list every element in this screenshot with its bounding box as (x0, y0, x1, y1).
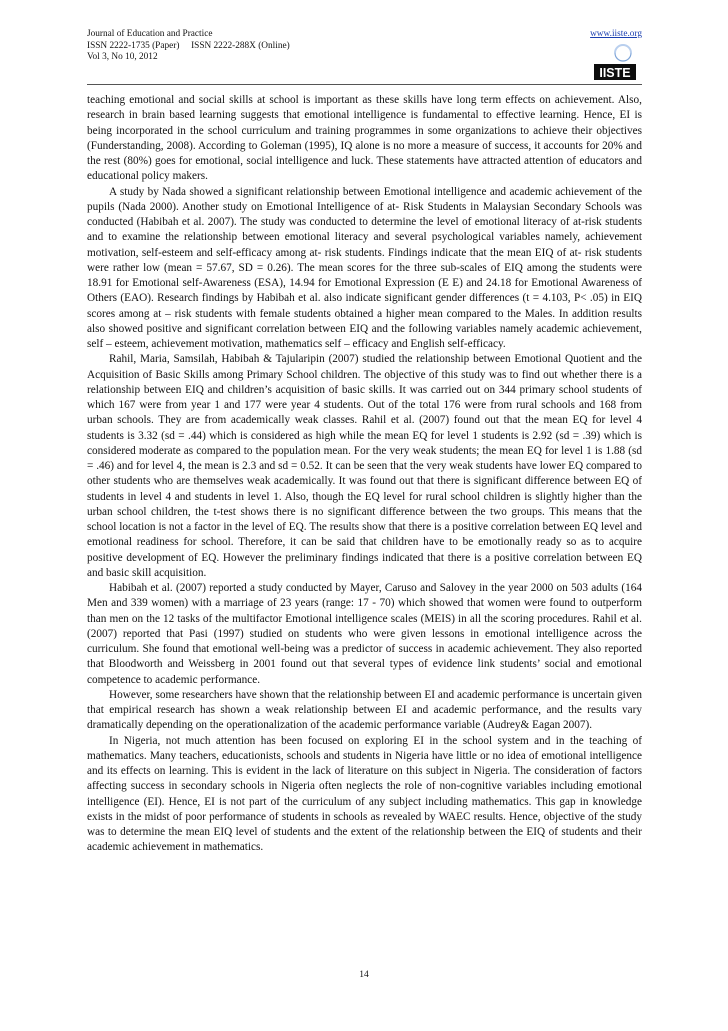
paragraph: Habibah et al. (2007) reported a study conducted by Mayer, Caruso and Salovey in the year 2000 on 503 adults (164 Men and 339 women) with a marriage of 23 years (range: 17 - 70) which showed that women were found to outperform than men on the 12 tasks of the multifactor Emotional intelligence scales (MEIS) in all the scoring procedures. Rahil et al. (2007) reported that Pasi (1997) studied on students who were given lessons in emotional intelligence across the curriculum. She found that emotional well-being was a predictor of success in academic achievement. They also reported that Bloodworth and Weissberg in 2001 found out that several types of evidence link students’ social and emotional competence to academic performance. (87, 582, 642, 686)
issn-line: ISSN 2222-1735 (Paper) ISSN 2222-288X (Online) (87, 40, 290, 51)
body-text (87, 93, 642, 856)
iiste-logo (592, 44, 638, 82)
paragraph: teaching emotional and social skills at school is important as these skills have long term effects on achievement. Also, research in brain based learning suggests that emotional intelligence is fundamental to effective learning. Hence, EI is being incorporated in the school curriculum and training programmes in some organizations to achieve their objectives (Funderstanding, 2008). According to Goleman (1995), IQ alone is no more a measure of success, it accounts for 20% and the rest (80%) goes for emotional, social intelligence and luck. These statements have attracted attention of educators and educational policy makers. (87, 94, 642, 183)
journal-name: Journal of Education and Practice (87, 29, 213, 39)
paragraph: In Nigeria, not much attention has been focused on exploring EI in the school system and in the teaching of mathematics. Many teachers, educationists, schools and students in Nigeria have little or no idea of emotional intelligence and its effects on learning. This is evident in the lack of literature on this subject in Nigeria. The consideration of factors affecting success in secondary schools in Nigeria often neglects the role of non-cognitive variables including emotional intelligence (EI). Hence, EI is not part of the curriculum of any subject including mathematics. This gap in knowledge exists in the midst of poor performance of students in schools as revealed by WAEC results. Hence, objective of the study was to determine the mean EIQ level of students and the extent of the relationship between the EIQ of students and their academic achievement in mathematics. (87, 734, 642, 854)
paragraph: A study by Nada showed a significant relationship between Emotional intelligence and academic achievement of the pupils (Nada 2000). Another study on Emotional Intelligence of at- Risk Students in Malaysian Secondary Schools was conducted (Habibah et al. 2007). The study was conducted to determine the level of emotional literacy of at-risk students and to examine the relationship between emotional literacy and several psychological variables namely, achievement motivation, self-esteem and self-efficacy among at- risk students. Findings indicate that the mean EIQ of at- risk students were rather low (mean = 57.67, SD = 0.26). The mean scores for the three sub-scales of EIQ among the students were 18.91 for Emotional self-Awareness (ESA), 14.94 for Emotional Expression (E E) and 24.18 for Emotional Awareness of Others (EAO). Research findings by Habibah et al. also indicate significant gender differences (t = 4.103, P< .05) in EIQ scores among at – risk students with female students obtained a higher mean compared to the Males. In addition results also showed positive and significant correlation between EIQ and the following variables namely academic achievement, self – esteem, achievement motivation, mathematics self – efficacy and English self-efficacy. (87, 185, 642, 350)
running-header (87, 29, 642, 81)
journal-info (87, 29, 290, 64)
svg-text:IISTE: IISTE (599, 66, 631, 80)
paragraph: However, some researchers have shown that the relationship between EI and academic performance is uncertain given that empirical research has shown a weak relationship between EI and academic performance, and the results vary dramatically depending on the operationalization of the academic performance variable (Audrey& Eagan 2007). (87, 688, 642, 732)
page-number: 14 (359, 970, 369, 980)
volume-line: Vol 3, No 10, 2012 (87, 52, 158, 62)
paragraph: Rahil, Maria, Samsilah, Habibah & Tajularipin (2007) studied the relationship between Emotional Quotient and the Acquisition of Basic Skills among Primary School children. The objective of this study was to find out whether there is a relationship between EIQ and children’s acquisition of basic skills. It was carried out on 344 primary school students of which 167 were from year 1 and 177 were year 4 students. Out of the total 176 were from rural schools and 168 from urban schools. They are from academically weak classes. Rahil et al. (2007) found out that the mean EQ for level 4 students is 3.32 (sd = .44) which is considered as high while the mean EQ for level 1 students is 2.92 (sd = .39) which is considered moderate as compared to the population mean. For the very weak students; the mean EQ for level 1 is 1.88 (sd = .46) and for level 4, the mean is 2.3 and sd = 0.52. It can be seen that the very weak students have lower EQ compared to other students who are themselves weak academically. It was found out that there is significant difference between EQ of students in level 4 and students in level 1. Also, though the EQ level for rural school children is slightly higher than the urban school children, the t-test shows there is no significant difference between the two groups. This means that the school location is not a factor in the level of EQ. The results show that there is a positive correlation between EQ level and emotional readiness for school. Therefore, it can be said that children have to be emotionally ready so as to acquire positive development of EQ. However the preliminary findings indicated that there is a positive correlation between EQ and basic skill acquisition. (87, 353, 642, 579)
header-rule (87, 84, 642, 85)
journal-url-link[interactable]: www.iiste.org (590, 29, 642, 39)
